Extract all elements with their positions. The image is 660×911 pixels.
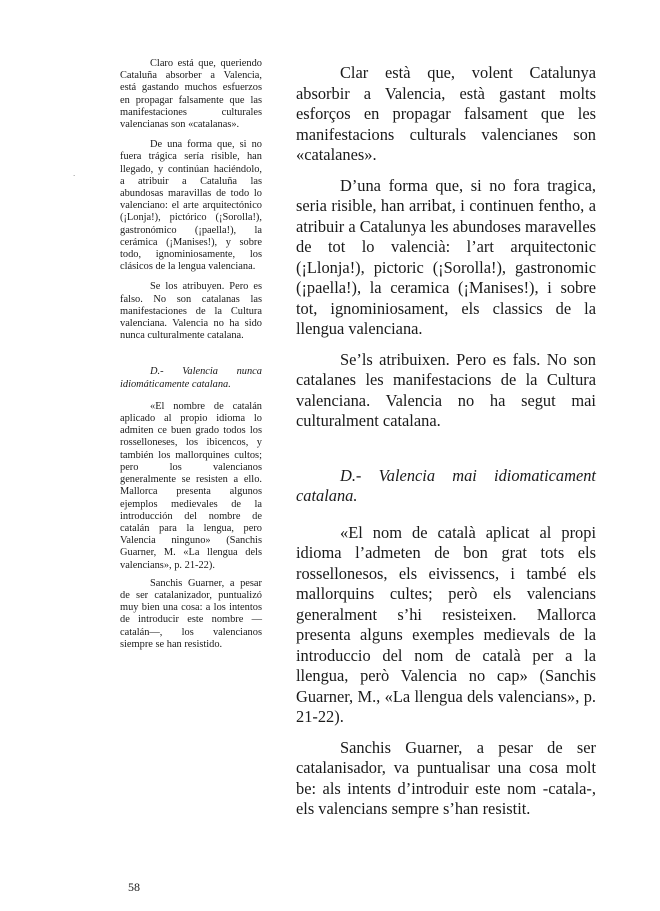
spanish-quote-paragraph: «El nombre de catalán aplicado al propio idioma lo admiten ce buen grado todos los rosselloneses, los ibicencos, y también los mallorquines cultos; pero los valencianos generalmente se resisten a ello. Mallorca presenta algunos ejemplos medievales de la introducción del nombre de catalán para la lengua, pero Valencia ninguno» (Sanchis Guarner, M. «La llengua dels valencians», p. 21-22). <box>120 400 262 571</box>
spanish-paragraph-5: Sanchis Guarner, a pesar de ser catalanizador, puntualizó muy bien una cosa: a los intentos de introducir este nombre —catalán—, los valencianos siempre se han resistido. <box>120 577 262 650</box>
spanish-paragraph-3: Se los atribuyen. Pero es falso. No son catalanas las manifestaciones de la Cultura valenciana. Valencia no ha sido nunca culturalmente catalana. <box>120 281 262 342</box>
page-number: 58 <box>128 880 140 894</box>
spanish-paragraph-2: De una forma que, si no fuera trágica sería risible, han llegado, y continúan haciéndolo, a atribuir a Cataluña las abundosas maravillas de todo lo valenciano: el arte arquitectónico (¡Lonja!), pictórico (¡Sorolla!), gastronómico (¡paella!), la cerámica (¡Manises!), y sobre todo, ignominiosamente, los clásicos de la lengua valenciana. <box>120 139 262 273</box>
valencian-paragraph-3: Se’ls atribuixen. Pero es fals. No son catalanes les manifestacions de la Cultura valenciana. Valencia no ha segut mai culturalment catalana. <box>296 349 596 430</box>
valencian-paragraph-1: Clar està que, volent Catalunya absorbir a Valencia, està gastant molts esforços en propagar falsament que les manifestacions culturals valencianes son «catalanes». <box>296 63 596 164</box>
valencian-column <box>296 63 596 830</box>
spanish-paragraph-1: Claro está que, queriendo Cataluña absorber a Valencia, está gastando muchos esfuerzos en propagar falsamente que las manifestaciones culturales valencianas son «catalanas». <box>120 58 262 131</box>
valencian-section-heading: D.- Valencia mai idiomaticament catalana. <box>296 465 596 505</box>
scan-speck: ` <box>73 174 76 182</box>
spanish-section-heading: D.- Valencia nunca idiomáticamente catalana. <box>120 366 262 390</box>
valencian-paragraph-5: Sanchis Guarner, a pesar de ser catalanisador, va puntualisar una cosa molt be: als intents d’introduir este nom -catala-, els valencians sempre s’han resistit. <box>296 737 596 818</box>
valencian-quote-paragraph: «El nom de català aplicat al propi idioma l’admeten de bon grat tots els rossellonesos, els eivissencs, i també els mallorquins cultes; però els valencians generalment s’hi resisteixen. Mallorca presenta alguns exemples medievals de la introduccio del nom de català per a la llengua, però Valencia no cap» (Sanchis Guarner, M., «La llengua dels valencians», p. 21-22). <box>296 522 596 726</box>
spanish-column <box>120 58 262 659</box>
valencian-paragraph-2: D’una forma que, si no fora tragica, seria risible, han arribat, i continuen fentho, a atribuir a Catalunya les abundoses maravelles de tot lo valencià: l’art arquitectonic (¡Llonja!), pictoric (¡Sorolla!), gastronomic (¡paella!), la ceramica (¡Manises!), i sobre tot, ignominiosament, els classics de la llengua valenciana. <box>296 175 596 338</box>
